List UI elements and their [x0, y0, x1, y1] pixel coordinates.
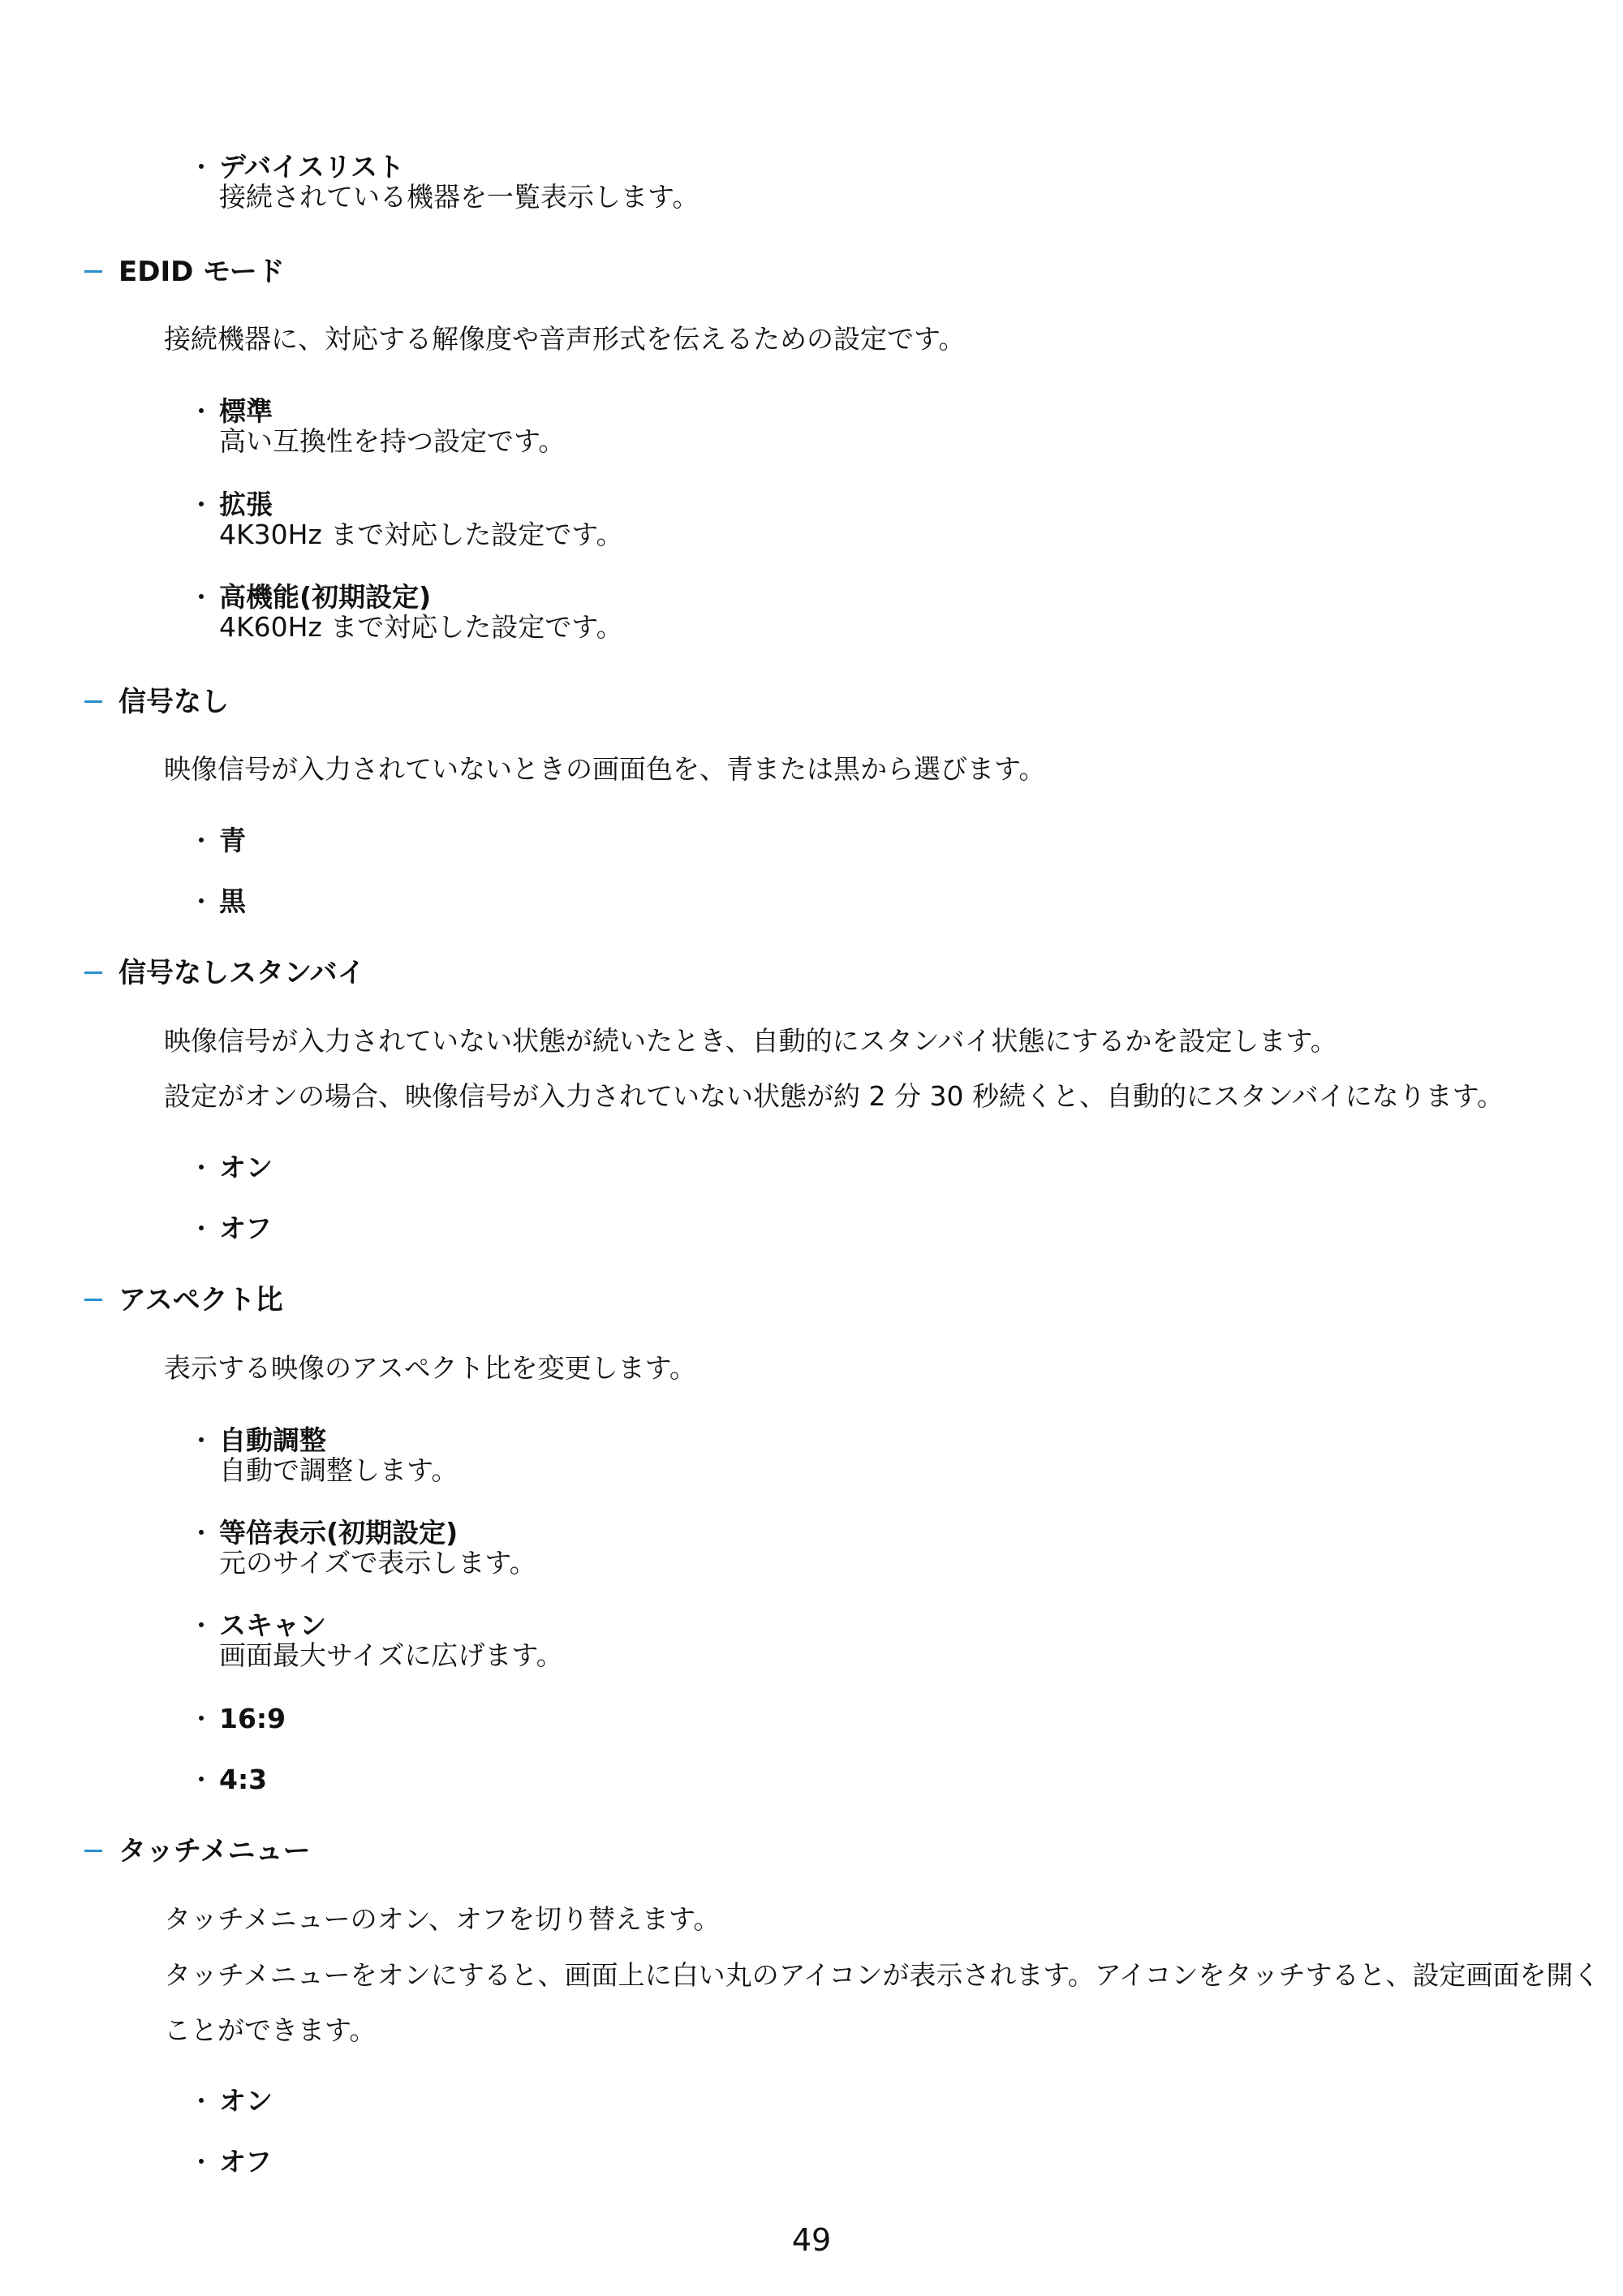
dash-icon	[84, 971, 102, 974]
option-description: 元のサイズで表示します。	[219, 1547, 536, 1579]
section-heading-no-signal	[84, 684, 1545, 720]
option-description: 4K60Hz まで対応した設定です。	[219, 611, 623, 643]
bullet-icon: ・	[188, 1152, 215, 1183]
option-title: 等倍表示(初期設定)	[219, 1517, 458, 1549]
option-title: オフ	[219, 1213, 273, 1244]
section-heading-edid	[84, 254, 1545, 290]
heading-text: アスペクト比	[118, 1284, 283, 1316]
bullet-icon: ・	[188, 1213, 215, 1244]
touch-menu-description-1: タッチメニューのオン、オフを切り替えます。	[164, 1903, 721, 1935]
option-description: 接続されている機器を一覧表示します。	[219, 181, 700, 213]
dash-icon	[84, 700, 102, 703]
option-title: デバイスリスト	[219, 151, 405, 183]
bullet-icon: ・	[188, 825, 215, 856]
aspect-description: 表示する映像のアスペクト比を変更します。	[164, 1352, 697, 1384]
option-title: オン	[219, 1152, 273, 1183]
edid-description: 接続機器に、対応する解像度や音声形式を伝えるための設定です。	[164, 323, 966, 355]
option-title: 4:3	[219, 1764, 268, 1795]
option-title: オフ	[219, 2146, 273, 2178]
standby-description-1: 映像信号が入力されていない状態が続いたとき、自動的にスタンバイ状態にするかを設定します。	[164, 1025, 1337, 1057]
touch-menu-description-3: ことができます。	[164, 2014, 377, 2046]
bullet-icon: ・	[188, 1704, 215, 1734]
bullet-icon: ・	[188, 396, 215, 427]
bullet-icon: ・	[188, 886, 215, 917]
option-description: 画面最大サイズに広げます。	[219, 1639, 563, 1671]
bullet-icon: ・	[188, 2147, 215, 2178]
bullet-icon: ・	[188, 582, 215, 613]
section-heading-touch-menu	[84, 1833, 1545, 1869]
touch-menu-description-2: タッチメニューをオンにすると、画面上に白い丸のアイコンが表示されます。アイコンをタッチすると、設定画面を開く	[164, 1959, 1600, 1991]
option-title: 自動調整	[219, 1424, 326, 1456]
heading-text: 信号なし	[118, 686, 229, 718]
option-description: 高い互換性を持つ設定です。	[219, 425, 566, 457]
section-heading-aspect	[84, 1282, 1545, 1318]
bullet-icon: ・	[188, 1518, 215, 1549]
standby-description-2: 設定がオンの場合、映像信号が入力されていない状態が約 2 分 30 秒続くと、自動的にスタンバイになります。	[164, 1080, 1504, 1112]
bullet-icon: ・	[188, 489, 215, 520]
bullet-icon: ・	[188, 1764, 215, 1795]
option-title: 黒	[219, 885, 246, 917]
option-title: スキャン	[219, 1609, 326, 1641]
bullet-icon: ・	[188, 152, 215, 183]
option-description: 自動で調整します。	[219, 1454, 458, 1486]
option-title: 16:9	[219, 1703, 286, 1734]
option-title: 青	[219, 825, 246, 856]
heading-text: EDID モード	[118, 256, 285, 288]
bullet-icon: ・	[188, 1610, 215, 1641]
option-title: 標準	[219, 395, 273, 427]
dash-icon	[84, 1299, 102, 1301]
dash-icon	[84, 270, 102, 273]
bullet-icon: ・	[188, 2086, 215, 2117]
section-heading-no-signal-standby	[84, 955, 1545, 991]
option-title: 高機能(初期設定)	[219, 581, 432, 613]
bullet-icon: ・	[188, 1425, 215, 1456]
no-signal-description: 映像信号が入力されていないときの画面色を、青または黒から選びます。	[164, 753, 1046, 785]
dash-icon	[84, 1850, 102, 1852]
heading-text: 信号なしスタンバイ	[118, 957, 365, 989]
option-title: オン	[219, 2085, 273, 2117]
heading-text: タッチメニュー	[118, 1835, 311, 1867]
page-number: 49	[791, 2222, 832, 2258]
option-description: 4K30Hz まで対応した設定です。	[219, 519, 623, 550]
option-title: 拡張	[219, 489, 273, 520]
